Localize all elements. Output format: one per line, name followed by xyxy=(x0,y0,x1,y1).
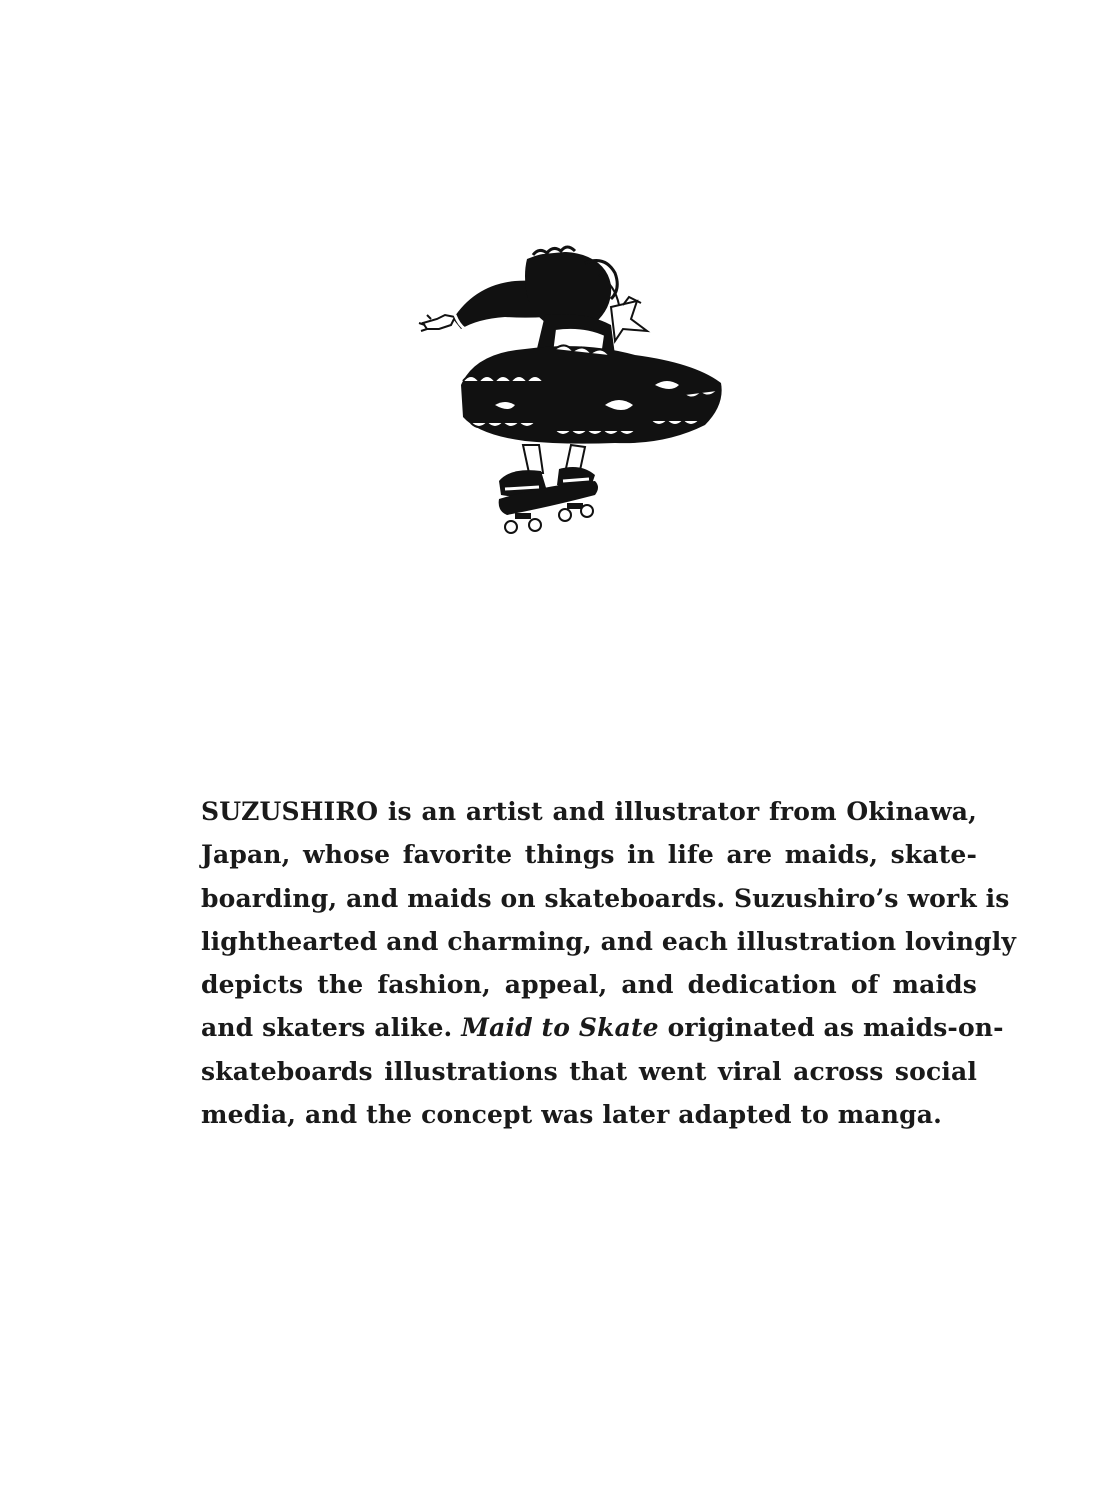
book-title: Maid to Skate xyxy=(461,1013,659,1043)
bio-line: skateboards illustrations that went viral across social xyxy=(201,1056,977,1086)
bio-text: originated as maids-on- xyxy=(658,1013,1004,1043)
bio-text: and skaters alike. xyxy=(201,1013,462,1043)
bio-line xyxy=(201,1006,1004,1049)
bio-line: boarding, and maids on skateboards. Suzushiro’s work is xyxy=(201,883,1010,913)
bio-line: Japan, whose favorite things in life are maids, skate- xyxy=(201,840,977,870)
bio-line: lighthearted and charming, and each illustration lovingly xyxy=(201,926,1017,956)
bio-line: depicts the fashion, appeal, and dedication of maids xyxy=(201,970,977,1000)
maid-skateboarder-illustration xyxy=(415,245,735,545)
bio-line: media, and the concept was later adapted to manga. xyxy=(201,1100,942,1130)
bio-line: SUZUSHIRO is an artist and illustrator from Okinawa, xyxy=(201,797,977,826)
author-bio xyxy=(201,790,1017,1136)
